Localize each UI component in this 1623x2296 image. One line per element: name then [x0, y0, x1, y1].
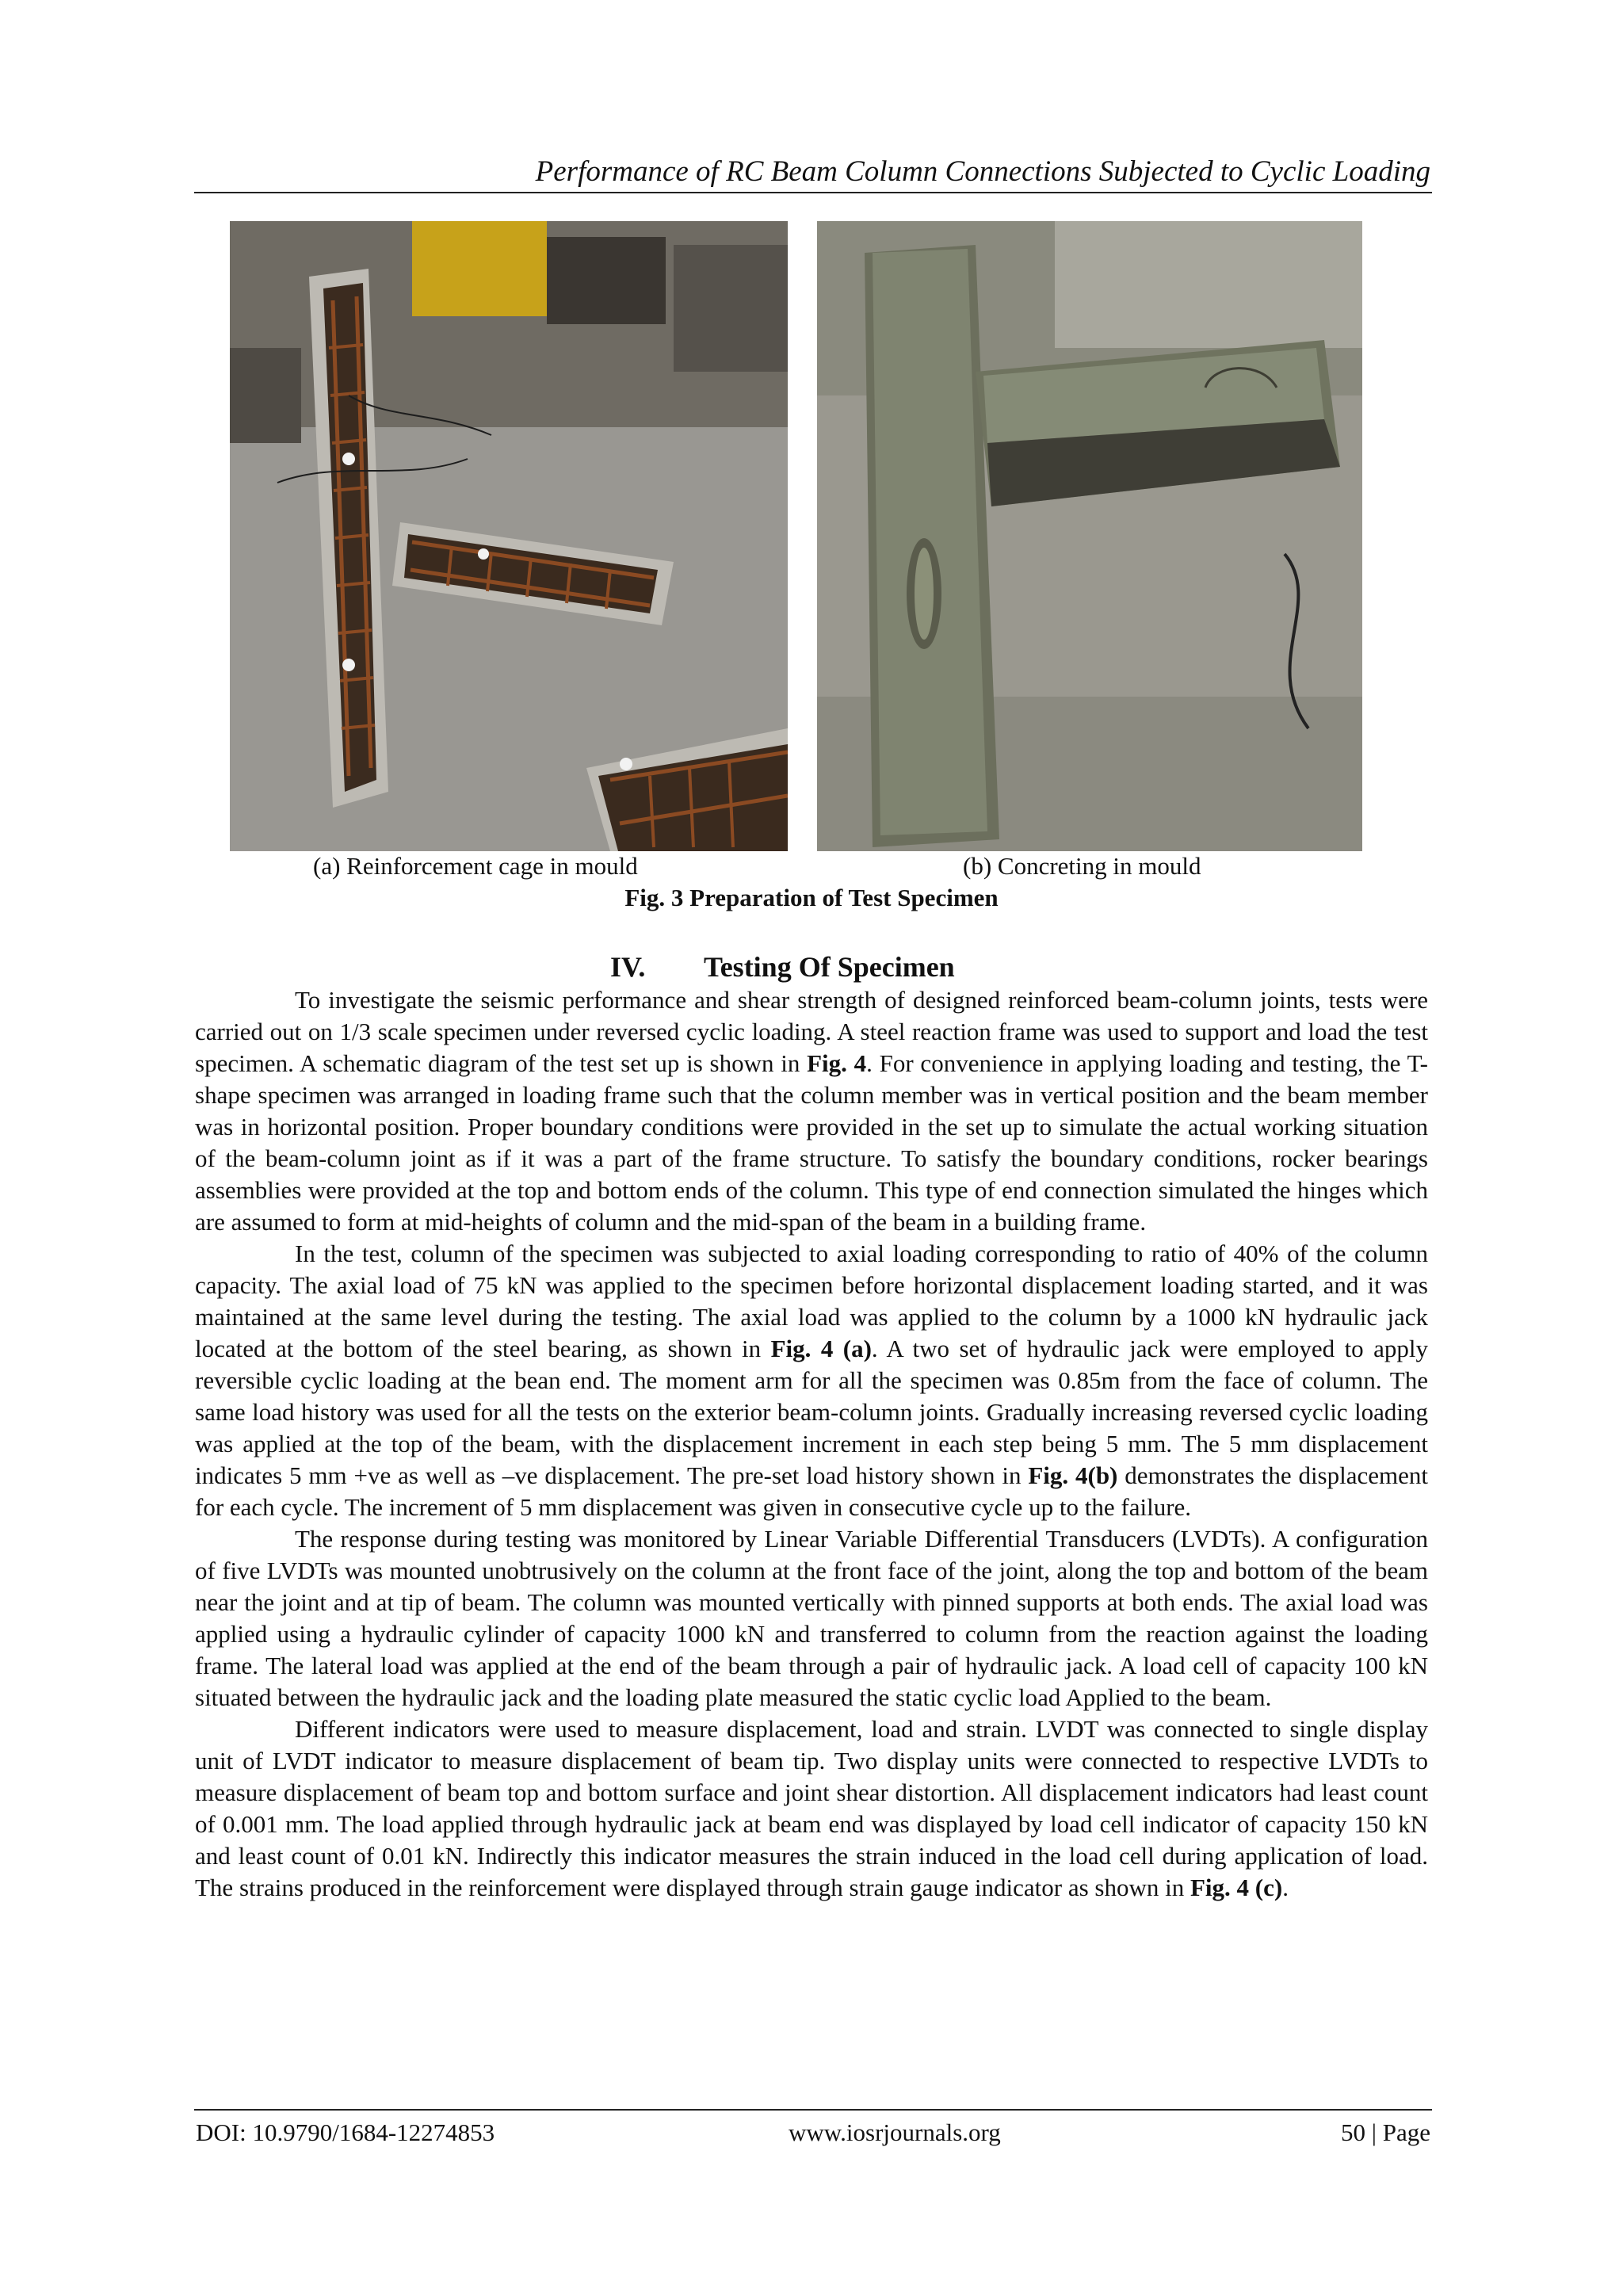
paragraph-text: demonstrates the displacement for each cycle. The increment of 5 mm displacement was given in consecutive cycle up to the failure.: [195, 1461, 1428, 1521]
paragraph-text: .: [1282, 1874, 1289, 1901]
section-number: IV.: [610, 951, 646, 983]
figure-photo-concreting: [817, 221, 1362, 851]
paragraph-text: . A two set of hydraulic jack were employed to apply reversible cyclic loading at the bean end. The moment arm for all the specimen was 0.85m from the face of column. The same load history was used for all the tests on the exterior beam-column joints. Gradually increasing reversed cyclic loading was applied at the top of the beam, with the displacement increment in each step being 5 mm. The 5 mm displacement indicates 5 mm +ve as well as –ve displacement. The pre-set load history shown in: [195, 1335, 1428, 1489]
figure-photo-reinforcement-cage: [230, 221, 788, 851]
figure-title: Fig. 3 Preparation of Test Specimen: [624, 884, 999, 911]
paragraph-text: Different indicators were used to measure displacement, load and strain. LVDT was connected to single display unit of LVDT indicator to measure displacement of beam tip. Two display units were connected to respective LVDTs to measure displacement of beam top and bottom surface and joint shear distortion. All displacement indicators had least count of 0.001 mm. The load applied through hydraulic jack at beam end was displayed by load cell indicator of capacity 150 kN and least count of 0.01 kN. Indirectly this indicator measures the strain induced in the load cell during application of load. The strains produced in the reinforcement were displayed through strain gauge indicator as shown in: [195, 1715, 1428, 1901]
footer-doi: DOI: 10.9790/1684-12274853: [196, 2118, 495, 2146]
footer-url: www.iosrjournals.org: [789, 2118, 1001, 2146]
figure-caption-b: (b) Concreting in mould: [963, 852, 1201, 880]
section-heading: [610, 949, 955, 985]
figure-reference: Fig. 4 (c): [1190, 1874, 1283, 1901]
figure-reference: Fig. 4 (a): [770, 1335, 872, 1362]
body-paragraph: [195, 984, 1428, 1238]
figure-caption-a: (a) Reinforcement cage in mould: [313, 852, 638, 880]
paragraph-text: In the test, column of the specimen was subjected to axial loading corresponding to ratio of 40% of the column capacity. The axial load of 75 kN was applied to the specimen before horizontal displacement loading started, and it was maintained at the same level during the testing. The axial load was applied to the column by a 1000 kN hydraulic jack located at the bottom of the steel bearing, as shown in: [195, 1240, 1428, 1362]
body-paragraph: [195, 1238, 1428, 1523]
running-header: [194, 152, 1432, 193]
footer-page-number: 50 | Page: [1341, 2118, 1430, 2146]
paragraph-text: . For convenience in applying loading and testing, the T-shape specimen was arranged in loading frame such that the column member was in vertical position and the beam member was in horizontal position. Proper boundary conditions were provided in the set up to simulate the actual working situation of the beam-column joint as if it was a part of the frame structure. To satisfy the boundary conditions, rocker bearings assemblies were provided at the top and bottom ends of the column. This type of end connection simulated the hinges which are assumed to form at mid-heights of column and the mid-span of the beam in a building frame.: [195, 1049, 1428, 1236]
page-footer: [194, 2109, 1432, 2158]
figure-reference: Fig. 4(b): [1028, 1461, 1118, 1489]
paragraph-text: The response during testing was monitored by Linear Variable Differential Transducers (LVDTs). A configuration of five LVDTs was mounted unobtrusively on the column at the front face of the joint, along the top and bottom of the beam near the joint and at tip of beam. The column was mounted vertically with pinned supports at both ends. The axial load was applied using a hydraulic cylinder of capacity 1000 kN and transferred to column from the reaction against the loading frame. The lateral load was applied at the end of the beam through a pair of hydraulic jack. A load cell of capacity 100 kN situated between the hydraulic jack and the loading plate measured the static cyclic load Applied to the beam.: [195, 1525, 1428, 1711]
body-text: [195, 984, 1428, 1904]
section-title: Testing Of Specimen: [704, 951, 955, 983]
running-header-title: Performance of RC Beam Column Connections Subjected to Cyclic Loading: [535, 155, 1430, 188]
body-paragraph: [195, 1713, 1428, 1904]
paragraph-text: To investigate the seismic performance and shear strength of designed reinforced beam-column joints, tests were carried out on 1/3 scale specimen under reversed cyclic loading. A steel reaction frame was used to support and load the test specimen. A schematic diagram of the test set up is shown in: [195, 986, 1428, 1077]
figure-reference: Fig. 4: [807, 1049, 867, 1077]
body-paragraph: [195, 1523, 1428, 1713]
